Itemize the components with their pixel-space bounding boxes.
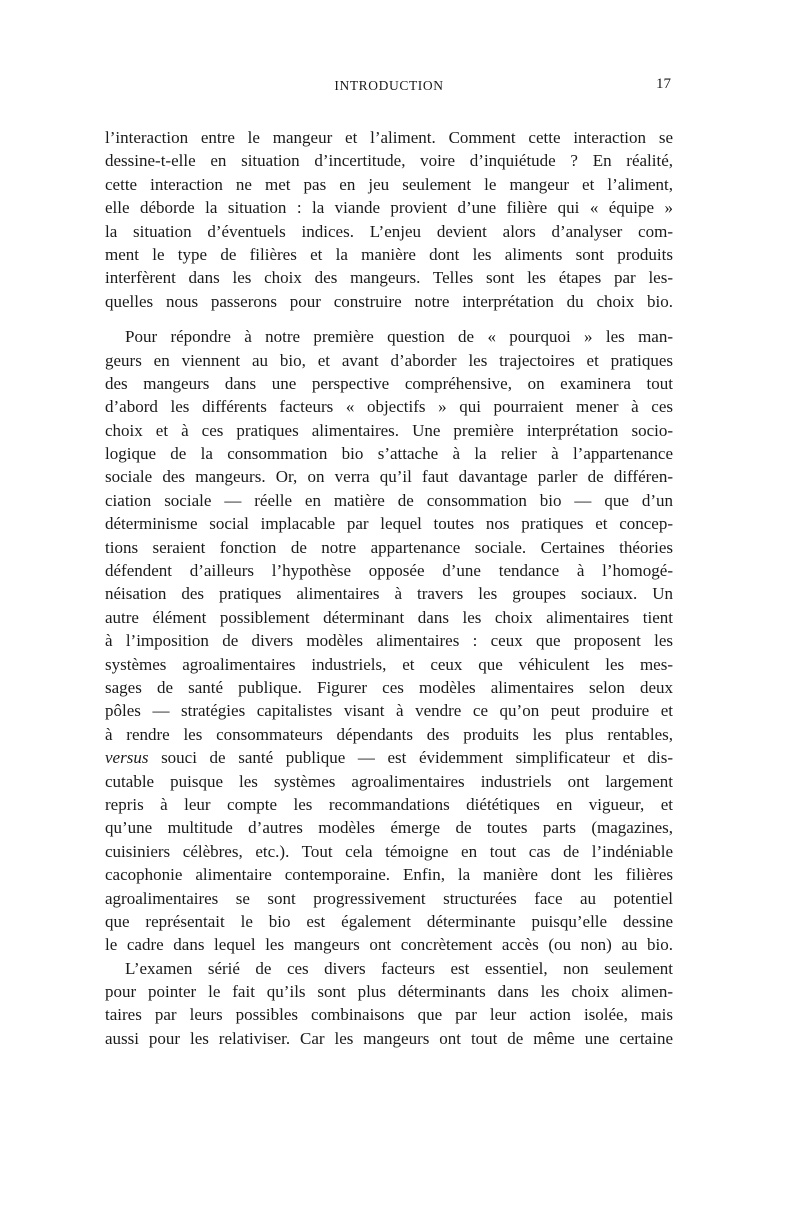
- text-line: cette interaction ne met pas en jeu seulement le mangeur et l’aliment,: [105, 174, 673, 194]
- text-line: dessine-t-elle en situation d’incertitude, voire d’inquiétude ? En réalité,: [105, 151, 673, 171]
- text-line: ciation sociale — réelle en matière de consommation bio — que d’un: [105, 490, 673, 510]
- text-line: elle déborde la situation : la viande provient d’une filière qui « équipe »: [105, 198, 673, 218]
- text-line: défendent d’ailleurs l’hypothèse opposée d’une tendance à l’homogé-: [105, 561, 673, 581]
- paragraph: [105, 126, 673, 313]
- text-line: pour pointer le fait qu’ils sont plus déterminants dans les choix alimen-: [105, 982, 673, 1002]
- text-line: versus souci de santé publique — est évidemment simplificateur et dis-: [105, 748, 673, 768]
- text-line: d’abord les différents facteurs « objectifs » qui pourraient mener à ces: [105, 397, 673, 417]
- text-line: systèmes agroalimentaires industriels, et ceux que véhiculent les mes-: [105, 654, 673, 674]
- text-line: choix et à ces pratiques alimentaires. Une première interprétation socio-: [105, 420, 673, 440]
- text-line: Pour répondre à notre première question de « pourquoi » les man-: [125, 327, 673, 347]
- paragraph: [105, 957, 673, 1051]
- text-line: cacophonie alimentaire contemporaine. Enfin, la manière dont les filières: [105, 865, 673, 885]
- text-line: l’interaction entre le mangeur et l’aliment. Comment cette interaction se: [105, 128, 673, 147]
- text-line: logique de la consommation bio s’attache à la relier à l’appartenance: [105, 444, 673, 464]
- page-number: 17: [656, 76, 671, 92]
- paragraph: [105, 325, 673, 957]
- text-line: déterminisme social implacable par lequel toutes nos pratiques et concep-: [105, 514, 673, 534]
- text-line: la situation d’éventuels indices. L’enjeu devient alors d’analyser com-: [105, 221, 673, 241]
- text-line: cuisiniers célèbres, etc.). Tout cela témoigne en tout cas de l’indéniable: [105, 841, 673, 861]
- chapter-title: INTRODUCTION: [334, 78, 444, 93]
- text-line: taires par leurs possibles combinaisons que par leur action isolée, mais: [105, 1005, 673, 1025]
- text-line: sociale des mangeurs. Or, on verra qu’il faut davantage parler de différen-: [105, 467, 673, 487]
- text-line: cutable puisque les systèmes agroalimentaires industriels ont largement: [105, 771, 673, 791]
- text-line: qu’une multitude d’autres modèles émerge de toutes parts (magazines,: [105, 818, 673, 838]
- text-line: néisation des pratiques alimentaires à travers les groupes sociaux. Un: [105, 584, 673, 604]
- text-line: à rendre les consommateurs dépendants des produits les plus rentables,: [105, 724, 673, 744]
- text-line: des mangeurs dans une perspective compréhensive, on examinera tout: [105, 373, 673, 393]
- running-header: [105, 77, 673, 95]
- text-line: agroalimentaires se sont progressivement structurées face au potentiel: [105, 888, 673, 908]
- text-line: quelles nous passerons pour construire notre interprétation du choix bio.: [105, 291, 673, 311]
- text-line: repris à leur compte les recommandations diététiques en vigueur, et: [105, 794, 673, 814]
- text-line: tions seraient fonction de notre appartenance sociale. Certaines théories: [105, 537, 673, 557]
- text-line: L’examen sérié de ces divers facteurs est essentiel, non seulement: [125, 958, 673, 978]
- text-line: que représentait le bio est également déterminante puisqu’elle dessine: [105, 911, 673, 931]
- text-line: le cadre dans lequel les mangeurs ont concrètement accès (ou non) au bio.: [105, 935, 673, 955]
- text-line: sages de santé publique. Figurer ces modèles alimentaires selon deux: [105, 677, 673, 697]
- text-block: [105, 126, 673, 1050]
- text-line: à l’imposition de divers modèles alimentaires : ceux que proposent les: [105, 631, 673, 651]
- text-line: autre élément possiblement déterminant dans les choix alimentaires tient: [105, 607, 673, 627]
- text-line: ment le type de filières et la manière dont les aliments sont produits: [105, 244, 673, 264]
- text-line: interfèrent dans les choix des mangeurs. Telles sont les étapes par les-: [105, 268, 673, 288]
- text-line: pôles — stratégies capitalistes visant à vendre ce qu’on peut produire et: [105, 701, 673, 721]
- text-line: aussi pour les relativiser. Car les mangeurs ont tout de même une certaine: [105, 1028, 673, 1048]
- text-line: geurs en viennent au bio, et avant d’aborder les trajectoires et pratiques: [105, 350, 673, 370]
